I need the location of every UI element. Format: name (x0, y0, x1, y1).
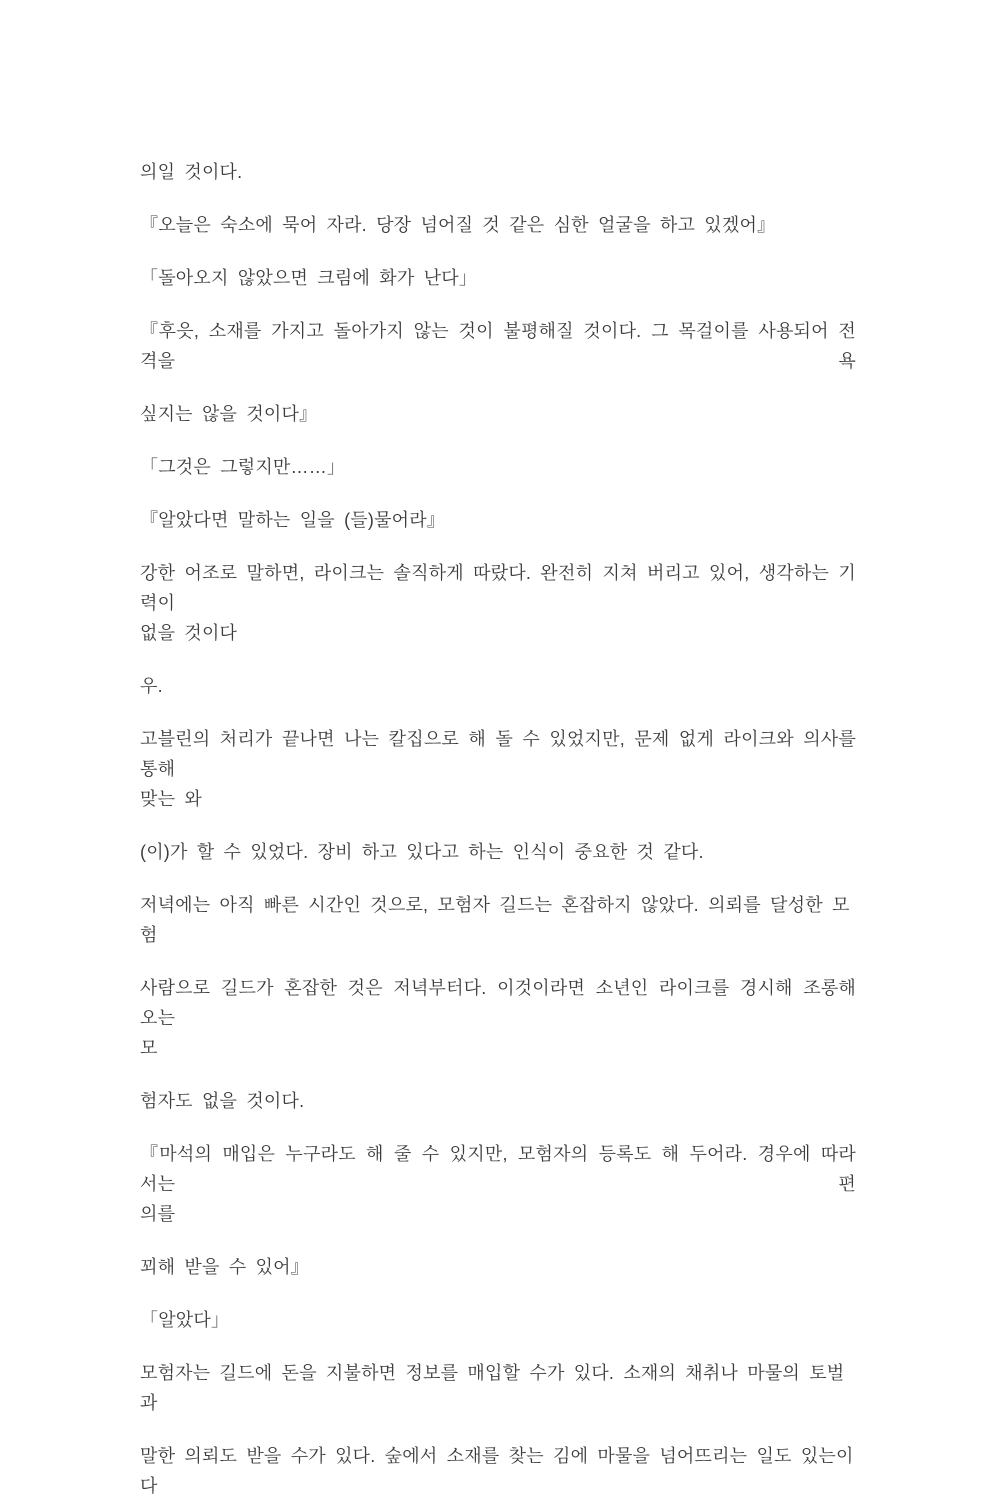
text-line: 「돌아오지 않았으면 크림에 화가 난다」 (140, 268, 478, 288)
paragraph (140, 1441, 856, 1501)
text-line: 꾀해 받을 수 있어』 (140, 1257, 309, 1277)
text-line: 싶지는 않을 것이다』 (140, 404, 318, 424)
text-line: 『오늘은 숙소에 묵어 자라. 당장 넘어질 것 같은 심한 얼굴을 하고 있겠어』 (140, 215, 776, 235)
paragraph (140, 1305, 856, 1335)
paragraph (140, 316, 856, 376)
paragraph (140, 505, 856, 535)
paragraph (140, 210, 856, 240)
text-line: 저녁에는 아직 빠른 시간인 것으로, 모험자 길드는 혼잡하지 않았다. 의뢰를 달성한 모험 (140, 895, 850, 945)
text-line: 『마석의 매입은 누구라도 해 줄 수 있지만, 모험자의 등록도 해 두어라. 경우에 따라서는 편 (140, 1144, 856, 1194)
paragraph (140, 1252, 856, 1282)
paragraph (140, 671, 856, 701)
text-line: 험자도 없을 것이다. (140, 1091, 305, 1111)
text-line: 없을 것이다 (140, 623, 238, 643)
text-line: 모험자는 길드에 돈을 지불하면 정보를 매입할 수가 있다. 소재의 채취나 마물의 토벌과 (140, 1363, 845, 1413)
paragraph (140, 399, 856, 429)
paragraph (140, 890, 856, 950)
text-line: 강한 어조로 말하면, 라이크는 솔직하게 따랐다. 완전히 지쳐 버리고 있어, 생각하는 기력이 (140, 563, 856, 613)
paragraph (140, 1139, 856, 1229)
paragraph (140, 837, 856, 867)
text-line: 모 (140, 1038, 158, 1058)
text-line: 「그것은 그렇지만……」 (140, 457, 346, 477)
text-line: 우. (140, 676, 163, 696)
paragraph (140, 263, 856, 293)
paragraph (140, 1358, 856, 1418)
text-line: 사람으로 길드가 혼잡한 것은 저녁부터다. 이것이라면 소년인 라이크를 경시해 조롱해 오는 (140, 978, 856, 1028)
paragraph (140, 1086, 856, 1116)
document-text (140, 157, 856, 1501)
paragraph (140, 973, 856, 1063)
text-line: 말한 의뢰도 받을 수가 있다. 숲에서 소재를 찾는 김에 마물을 넘어뜨리는 일도 있는이다 (140, 1446, 854, 1496)
text-line: 의일 것이다. (140, 162, 243, 182)
text-line: 『후읏, 소재를 가지고 돌아가지 않는 것이 불평해질 것이다. 그 목걸이를 사용되어 전격을 욕 (140, 321, 856, 371)
text-line: 맞는 와 (140, 789, 202, 809)
text-line: 고블린의 처리가 끝나면 나는 칼집으로 해 돌 수 있었지만, 문제 없게 라이크와 의사를 통해 (140, 729, 856, 779)
text-line: (이)가 할 수 있었다. 장비 하고 있다고 하는 인식이 중요한 것 같다. (140, 842, 704, 862)
paragraph (140, 724, 856, 814)
text-line: 「알았다」 (140, 1310, 230, 1330)
paragraph (140, 157, 856, 187)
text-line: 『알았다면 말하는 일을 (들)물어라』 (140, 510, 446, 530)
text-line: 의를 (140, 1204, 176, 1224)
paragraph (140, 558, 856, 648)
paragraph (140, 452, 856, 482)
